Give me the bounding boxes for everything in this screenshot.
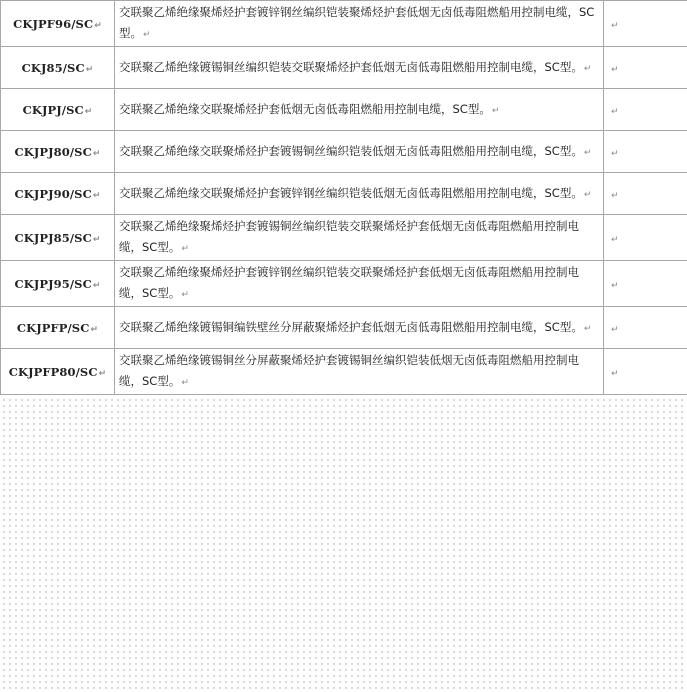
description: 交联聚乙烯绝缘聚烯烃护套镀锌钢丝编织铠装聚烯烃护套低烟无卤低毒阻燃船用控制电缆，SC型。	[119, 5, 595, 40]
paragraph-mark-icon: ↵	[583, 189, 592, 200]
empty-cell	[604, 215, 687, 261]
model-code: CKJPJ/SC	[22, 102, 84, 117]
paragraph-mark-icon: ↵	[90, 324, 99, 335]
paragraph-mark-icon: ↵	[611, 148, 619, 159]
paragraph-mark-icon: ↵	[92, 280, 101, 291]
description-cell	[115, 215, 604, 261]
table-row	[1, 173, 687, 215]
paragraph-mark-icon: ↵	[143, 30, 151, 40]
model-code: CKJPFP80/SC	[8, 364, 98, 379]
empty-cell	[604, 89, 687, 131]
paragraph-mark-icon: ↵	[92, 148, 101, 159]
model-code-cell	[1, 89, 115, 131]
paragraph-mark-icon: ↵	[611, 280, 619, 291]
paragraph-mark-icon: ↵	[611, 368, 619, 379]
paragraph-mark-icon: ↵	[583, 323, 592, 334]
paragraph-mark-icon: ↵	[98, 368, 107, 379]
table-row	[1, 89, 687, 131]
model-code: CKJPJ80/SC	[14, 144, 92, 159]
model-code: CKJPJ90/SC	[14, 186, 92, 201]
paragraph-mark-icon: ↵	[94, 20, 102, 31]
paragraph-mark-icon: ↵	[181, 378, 189, 388]
description: 交联聚乙烯绝缘镀锡铜丝分屏蔽聚烯烃护套镀锡铜丝编织铠装低烟无卤低毒阻燃船用控制电缆，SC型。	[119, 353, 579, 388]
model-code-cell	[1, 1, 115, 47]
description: 交联聚乙烯绝缘聚烯烃护套镀锡铜丝编织铠装交联聚烯烃护套低烟无卤低毒阻燃船用控制电缆，SC型。	[119, 219, 579, 254]
table-row	[1, 131, 687, 173]
paragraph-mark-icon: ↵	[611, 234, 619, 245]
empty-cell	[604, 1, 687, 47]
empty-cell	[604, 307, 687, 349]
empty-cell	[604, 261, 687, 307]
paragraph-mark-icon: ↵	[181, 244, 189, 254]
model-code: CKJ85/SC	[21, 60, 85, 75]
description: 交联聚乙烯绝缘镀锡铜编铁壁丝分屏蔽聚烯烃护套低烟无卤低毒阻燃船用控制电缆，SC型。	[119, 319, 583, 334]
model-code-cell	[1, 47, 115, 89]
dotted-background-area	[0, 364, 687, 692]
table-row	[1, 307, 687, 349]
paragraph-mark-icon: ↵	[84, 106, 93, 117]
paragraph-mark-icon: ↵	[611, 106, 619, 117]
description-cell	[115, 89, 604, 131]
description-cell	[115, 173, 604, 215]
description-cell	[115, 307, 604, 349]
table-row	[1, 261, 687, 307]
paragraph-mark-icon: ↵	[611, 64, 619, 75]
table-row	[1, 1, 687, 47]
description-cell	[115, 261, 604, 307]
paragraph-mark-icon: ↵	[611, 20, 619, 31]
empty-cell	[604, 47, 687, 89]
description: 交联聚乙烯绝缘交联聚烯烃护套低烟无卤低毒阻燃船用控制电缆，SC型。	[119, 101, 491, 116]
paragraph-mark-icon: ↵	[491, 105, 500, 116]
paragraph-mark-icon: ↵	[583, 147, 592, 158]
model-code: CKJPF96/SC	[13, 16, 94, 31]
model-code: CKJPFP/SC	[16, 320, 90, 335]
description-cell	[115, 47, 604, 89]
paragraph-mark-icon: ↵	[583, 63, 592, 74]
model-code-cell	[1, 131, 115, 173]
description-cell	[115, 131, 604, 173]
paragraph-mark-icon: ↵	[611, 324, 619, 335]
empty-cell	[604, 131, 687, 173]
description: 交联聚乙烯绝缘交联聚烯烃护套镀锡铜丝编织铠装低烟无卤低毒阻燃船用控制电缆，SC型。	[119, 143, 583, 158]
model-code: CKJPJ95/SC	[14, 276, 92, 291]
paragraph-mark-icon: ↵	[92, 234, 101, 245]
table-row	[1, 47, 687, 89]
description: 交联聚乙烯绝缘交联聚烯烃护套镀锌钢丝编织铠装低烟无卤低毒阻燃船用控制电缆，SC型。	[119, 185, 583, 200]
description: 交联聚乙烯绝缘镀锡铜丝编织铠装交联聚烯烃护套低烟无卤低毒阻燃船用控制电缆，SC型。	[119, 59, 583, 74]
model-code: CKJPJ85/SC	[14, 230, 92, 245]
paragraph-mark-icon: ↵	[181, 290, 189, 300]
description-cell	[115, 1, 604, 47]
model-code-cell	[1, 307, 115, 349]
table-row	[1, 215, 687, 261]
paragraph-mark-icon: ↵	[85, 64, 94, 75]
model-code-cell	[1, 173, 115, 215]
empty-cell	[604, 173, 687, 215]
paragraph-mark-icon: ↵	[92, 190, 101, 201]
description: 交联聚乙烯绝缘聚烯烃护套镀锌钢丝编织铠装交联聚烯烃护套低烟无卤低毒阻燃船用控制电缆，SC型。	[119, 265, 579, 300]
model-code-cell	[1, 215, 115, 261]
paragraph-mark-icon: ↵	[611, 190, 619, 201]
model-code-cell	[1, 261, 115, 307]
